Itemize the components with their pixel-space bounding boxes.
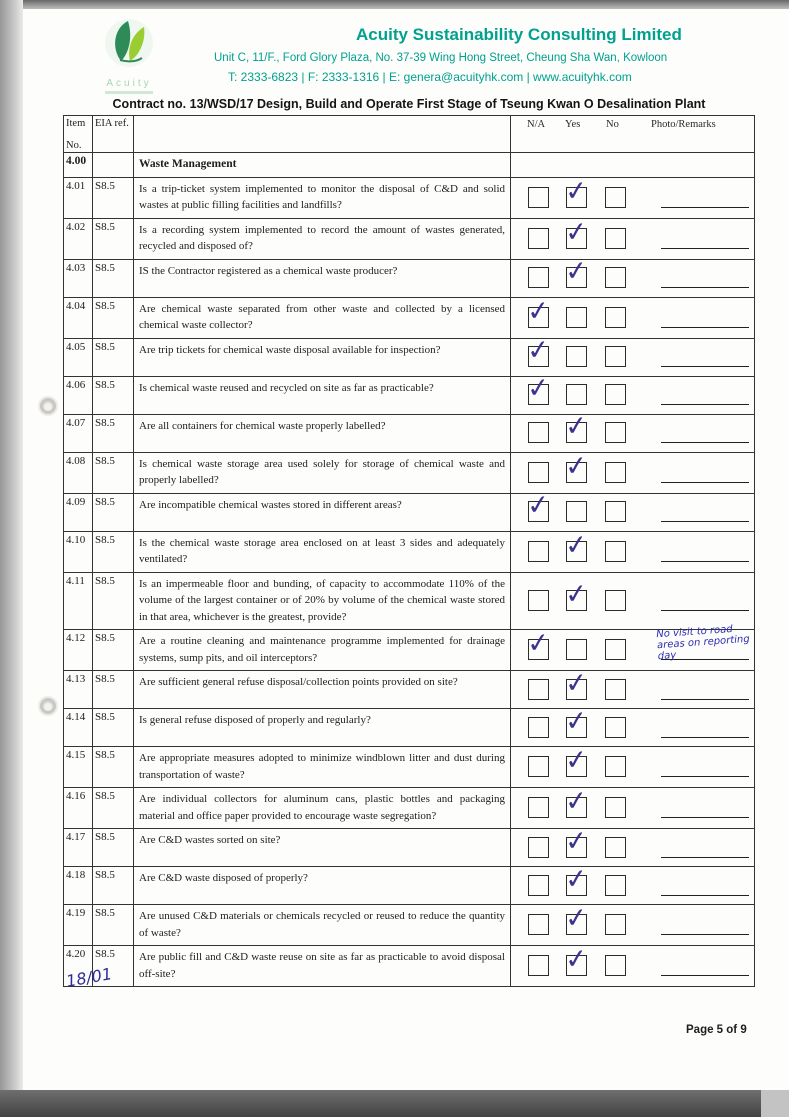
col-item-no-label: No. bbox=[66, 140, 82, 151]
table-row bbox=[64, 371, 754, 415]
checkbox-no bbox=[605, 422, 626, 443]
checkbox-no bbox=[605, 228, 626, 249]
question-text: Are public fill and C&D waste reuse on site as far as practicable to avoid disposal off-site? bbox=[134, 946, 511, 986]
checkbox-no bbox=[605, 346, 626, 367]
table-row bbox=[64, 528, 754, 573]
checkbox-na bbox=[525, 371, 552, 406]
checkbox-no bbox=[605, 639, 626, 660]
table-row bbox=[64, 215, 754, 260]
table-row bbox=[64, 784, 754, 829]
checkbox-na bbox=[528, 590, 549, 611]
answer-cell bbox=[511, 784, 756, 828]
checkmark-icon: ✓ bbox=[563, 577, 590, 611]
item-number: 4.01 bbox=[64, 178, 93, 218]
table-header-row bbox=[64, 116, 754, 153]
answer-cell bbox=[511, 174, 756, 218]
checkbox-yes bbox=[563, 215, 590, 249]
leaf-icon bbox=[100, 16, 158, 72]
answer-cell bbox=[511, 942, 756, 986]
answer-cell bbox=[511, 623, 756, 670]
section-title: Waste Management bbox=[134, 153, 511, 177]
checkmark-icon: ✓ bbox=[563, 449, 590, 483]
answer-cell bbox=[511, 743, 756, 787]
remarks-line bbox=[661, 442, 749, 443]
checkbox-no bbox=[605, 717, 626, 738]
eia-ref: S8.5 bbox=[93, 377, 134, 414]
checkbox-na bbox=[528, 717, 549, 738]
company-contact: T: 2333-6823 | F: 2333-1316 | E: genera@acuityhk.com | www.acuityhk.com bbox=[228, 70, 632, 84]
company-address: Unit C, 11/F., Ford Glory Plaza, No. 37-39 Wing Hong Street, Cheung Sha Wan, Kowloon bbox=[214, 52, 668, 64]
eia-ref: S8.5 bbox=[93, 905, 134, 945]
checkmark-icon: ✓ bbox=[563, 174, 590, 208]
answer-cell bbox=[511, 528, 756, 572]
question-text: Are sufficient general refuse disposal/collection points provided on site? bbox=[134, 671, 511, 708]
checkbox-na bbox=[528, 187, 549, 208]
answer-cell bbox=[511, 333, 756, 376]
section-row bbox=[64, 153, 754, 178]
question-text: Is a trip-ticket system implemented to monitor the disposal of C&D and solid wastes at public filling facilities and landfills? bbox=[134, 178, 511, 218]
eia-ref: S8.5 bbox=[93, 219, 134, 259]
remarks-line bbox=[661, 610, 749, 611]
col-header-item bbox=[64, 116, 93, 152]
checkmark-icon: ✓ bbox=[563, 528, 590, 562]
checkmark-icon: ✓ bbox=[563, 784, 590, 819]
answer-cell bbox=[511, 254, 756, 297]
eia-ref: S8.5 bbox=[93, 415, 134, 452]
col-header-answers bbox=[511, 116, 756, 152]
eia-ref: S8.5 bbox=[93, 867, 134, 904]
eia-ref: S8.5 bbox=[93, 946, 134, 986]
eia-ref: S8.5 bbox=[93, 747, 134, 787]
checkbox-na bbox=[525, 294, 552, 328]
question-text: Is a recording system implemented to record the amount of wastes generated, recycled and disposed of? bbox=[134, 219, 511, 259]
checkbox-na bbox=[525, 626, 552, 661]
checkmark-icon: ✓ bbox=[525, 626, 552, 661]
checkbox-yes bbox=[563, 528, 590, 562]
question-text: Is an impermeable floor and bunding, of capacity to accommodate 110% of the volume of the largest container or of 20% by volume of the chemical waste stored in that area, whichever is the greatest, provide? bbox=[134, 573, 511, 630]
remarks-line bbox=[661, 404, 749, 405]
checkbox-no bbox=[605, 590, 626, 611]
item-number: 4.10 bbox=[64, 532, 93, 572]
remarks-line bbox=[661, 482, 749, 483]
eia-ref: S8.5 bbox=[93, 453, 134, 493]
checkmark-icon: ✓ bbox=[563, 901, 590, 936]
answer-cell bbox=[511, 215, 756, 259]
table-row bbox=[64, 449, 754, 494]
remarks-line bbox=[661, 366, 749, 367]
checkbox-no bbox=[605, 384, 626, 405]
item-number: 4.14 bbox=[64, 709, 93, 746]
section-eia-cell bbox=[93, 153, 134, 177]
item-number: 4.12 bbox=[64, 630, 93, 670]
table-row bbox=[64, 174, 754, 219]
question-text: Is chemical waste storage area used solely for storage of chemical waste and properly labelled? bbox=[134, 453, 511, 493]
eia-ref: S8.5 bbox=[93, 788, 134, 828]
item-number: 4.05 bbox=[64, 339, 93, 376]
checkbox-yes bbox=[563, 254, 590, 289]
answer-cell bbox=[511, 862, 756, 904]
question-text: Is chemical waste reused and recycled on site as far as practicable? bbox=[134, 377, 511, 414]
item-number: 4.09 bbox=[64, 494, 93, 531]
item-number: 4.04 bbox=[64, 298, 93, 338]
item-number: 4.07 bbox=[64, 415, 93, 452]
checkmark-icon: ✓ bbox=[563, 215, 590, 249]
item-number: 4.17 bbox=[64, 829, 93, 866]
table-row bbox=[64, 294, 754, 339]
eia-ref: S8.5 bbox=[93, 671, 134, 708]
checkbox-no bbox=[605, 267, 626, 288]
checklist-table bbox=[63, 115, 755, 987]
question-text: Is general refuse disposed of properly and regularly? bbox=[134, 709, 511, 746]
handwritten-remark: No visit to road areas on reporting day bbox=[655, 623, 751, 663]
table-row bbox=[64, 743, 754, 788]
item-number: 4.19 bbox=[64, 905, 93, 945]
table-row bbox=[64, 942, 754, 986]
question-text: Are unused C&D materials or chemicals recycled or reused to reduce the quantity of waste? bbox=[134, 905, 511, 945]
table-row bbox=[64, 254, 754, 298]
checkbox-no bbox=[605, 462, 626, 483]
eia-ref: S8.5 bbox=[93, 260, 134, 297]
question-text: Are C&D wastes sorted on site? bbox=[134, 829, 511, 866]
answer-cell bbox=[511, 824, 756, 866]
remarks-line bbox=[661, 699, 749, 700]
col-eia-label: EIA ref. bbox=[95, 118, 129, 129]
checkbox-yes bbox=[563, 409, 590, 444]
remarks-line bbox=[661, 327, 749, 328]
logo-tagline bbox=[105, 91, 153, 94]
remarks-line bbox=[661, 975, 749, 976]
checkmark-icon: ✓ bbox=[525, 333, 552, 368]
eia-ref: S8.5 bbox=[93, 709, 134, 746]
eia-ref: S8.5 bbox=[93, 573, 134, 630]
checkbox-na bbox=[525, 333, 552, 368]
checkbox-yes bbox=[563, 824, 590, 858]
eia-ref: S8.5 bbox=[93, 829, 134, 866]
checkmark-icon: ✓ bbox=[563, 824, 590, 858]
remarks-line bbox=[661, 207, 749, 208]
scan-edge-top bbox=[0, 0, 789, 9]
answer-cell bbox=[511, 409, 756, 452]
remarks-line bbox=[661, 817, 749, 818]
checkbox-no bbox=[605, 756, 626, 777]
section-number: 4.00 bbox=[64, 153, 93, 177]
checkbox-na bbox=[525, 488, 552, 523]
table-row bbox=[64, 824, 754, 867]
checkbox-no bbox=[605, 679, 626, 700]
checkbox-yes bbox=[566, 501, 587, 522]
checkbox-na bbox=[528, 679, 549, 700]
answer-cell bbox=[511, 449, 756, 493]
item-number: 4.16 bbox=[64, 788, 93, 828]
checkbox-yes bbox=[563, 862, 590, 896]
eia-ref: S8.5 bbox=[93, 494, 134, 531]
checkmark-icon: ✓ bbox=[525, 371, 552, 406]
scan-edge-bottom bbox=[0, 1090, 761, 1117]
remarks-line bbox=[661, 248, 749, 249]
checkbox-na bbox=[528, 462, 549, 483]
checkmark-icon: ✓ bbox=[525, 488, 552, 523]
item-number: 4.13 bbox=[64, 671, 93, 708]
table-body bbox=[64, 174, 754, 987]
checkbox-no bbox=[605, 501, 626, 522]
remarks-line bbox=[661, 561, 749, 562]
question-text: Are chemical waste separated from other waste and collected by a licensed chemical waste collector? bbox=[134, 298, 511, 338]
checkbox-na bbox=[528, 756, 549, 777]
checkbox-yes bbox=[566, 639, 587, 660]
eia-ref: S8.5 bbox=[93, 298, 134, 338]
item-number: 4.06 bbox=[64, 377, 93, 414]
checkmark-icon: ✓ bbox=[563, 409, 590, 444]
checkbox-yes bbox=[563, 174, 590, 208]
col-yes-label: Yes bbox=[565, 119, 581, 130]
eia-ref: S8.5 bbox=[93, 178, 134, 218]
checkmark-icon: ✓ bbox=[525, 294, 552, 328]
checkbox-no bbox=[605, 797, 626, 818]
answer-cell bbox=[511, 704, 756, 746]
checkbox-no bbox=[605, 914, 626, 935]
contract-title: Contract no. 13/WSD/17 Design, Build and Operate First Stage of Tseung Kwan O Desalination Plant bbox=[112, 97, 706, 111]
question-text: Are a routine cleaning and maintenance programme implemented for drainage systems, sump pits, and oil interceptors? bbox=[134, 630, 511, 670]
checkbox-no bbox=[605, 875, 626, 896]
col-remarks-label: Photo/Remarks bbox=[651, 119, 716, 130]
checkmark-icon: ✓ bbox=[563, 862, 590, 896]
checkbox-yes bbox=[566, 346, 587, 367]
checkbox-na bbox=[528, 914, 549, 935]
question-text: Are incompatible chemical wastes stored in different areas? bbox=[134, 494, 511, 531]
remarks-line bbox=[661, 934, 749, 935]
question-text: Are trip tickets for chemical waste disposal available for inspection? bbox=[134, 339, 511, 376]
checkbox-yes bbox=[563, 449, 590, 483]
checkmark-icon: ✓ bbox=[563, 743, 590, 778]
checkmark-icon: ✓ bbox=[563, 704, 590, 738]
table-row bbox=[64, 862, 754, 905]
item-number: 4.11 bbox=[64, 573, 93, 630]
checkbox-no bbox=[605, 955, 626, 976]
page-number: Page 5 of 9 bbox=[686, 1024, 747, 1036]
checkbox-na bbox=[528, 267, 549, 288]
eia-ref: S8.5 bbox=[93, 532, 134, 572]
question-text: Is the chemical waste storage area enclosed on at least 3 sides and adequately ventilated? bbox=[134, 532, 511, 572]
question-text: Are appropriate measures adopted to minimize windblown litter and dust during transportation of waste? bbox=[134, 747, 511, 787]
answer-cell bbox=[511, 666, 756, 708]
checkbox-yes bbox=[563, 901, 590, 936]
checkbox-na bbox=[528, 541, 549, 562]
binder-hole-bottom bbox=[40, 698, 56, 714]
checkbox-no bbox=[605, 541, 626, 562]
table-row bbox=[64, 573, 754, 631]
remarks-line bbox=[661, 895, 749, 896]
eia-ref: S8.5 bbox=[93, 630, 134, 670]
checkmark-icon: ✓ bbox=[563, 666, 590, 700]
checkbox-yes bbox=[563, 942, 590, 977]
scan-edge-bottom-right bbox=[761, 1090, 789, 1117]
col-no-label: No bbox=[606, 119, 619, 130]
table-row bbox=[64, 623, 754, 671]
checkbox-no bbox=[605, 307, 626, 328]
col-na-label: N/A bbox=[527, 119, 546, 130]
item-number: 4.02 bbox=[64, 219, 93, 259]
item-number: 4.18 bbox=[64, 867, 93, 904]
table-row bbox=[64, 704, 754, 747]
remarks-line bbox=[661, 857, 749, 858]
company-logo bbox=[96, 16, 162, 94]
table-row bbox=[64, 333, 754, 377]
question-text: Are all containers for chemical waste properly labelled? bbox=[134, 415, 511, 452]
col-header-eia bbox=[93, 116, 134, 152]
checkbox-na bbox=[528, 228, 549, 249]
table-row bbox=[64, 409, 754, 453]
company-name: Acuity Sustainability Consulting Limited bbox=[356, 25, 682, 44]
checkbox-no bbox=[605, 187, 626, 208]
checkbox-yes bbox=[563, 704, 590, 738]
checkbox-na bbox=[528, 837, 549, 858]
col-item-label: Item bbox=[66, 118, 86, 129]
remarks-line bbox=[661, 521, 749, 522]
remarks-line bbox=[661, 737, 749, 738]
section-answer-cell bbox=[511, 153, 756, 177]
checkbox-yes bbox=[563, 784, 590, 819]
checkbox-yes bbox=[566, 384, 587, 405]
binder-hole-top bbox=[40, 398, 56, 414]
remarks-line bbox=[661, 287, 749, 288]
question-text: Are C&D waste disposed of properly? bbox=[134, 867, 511, 904]
answer-cell bbox=[511, 488, 756, 531]
question-text: Are individual collectors for aluminum cans, plastic bottles and packaging material and office paper provided to encourage waste segregation? bbox=[134, 788, 511, 828]
table-row bbox=[64, 488, 754, 532]
table-row bbox=[64, 666, 754, 709]
checkmark-icon: ✓ bbox=[563, 942, 590, 977]
answer-cell bbox=[511, 573, 756, 630]
answer-cell bbox=[511, 294, 756, 338]
checkbox-na bbox=[528, 875, 549, 896]
checkbox-yes bbox=[563, 666, 590, 700]
answer-cell bbox=[511, 371, 756, 414]
question-text: IS the Contractor registered as a chemical waste producer? bbox=[134, 260, 511, 297]
checkbox-no bbox=[605, 837, 626, 858]
remarks-line bbox=[661, 776, 749, 777]
col-header-question bbox=[134, 116, 511, 152]
checkbox-yes bbox=[563, 577, 590, 611]
eia-ref: S8.5 bbox=[93, 339, 134, 376]
item-number: 4.20 bbox=[64, 946, 93, 986]
item-number: 4.08 bbox=[64, 453, 93, 493]
checkbox-yes bbox=[566, 307, 587, 328]
item-number: 4.03 bbox=[64, 260, 93, 297]
checkbox-yes bbox=[563, 743, 590, 778]
scan-edge-left bbox=[0, 0, 23, 1117]
checkmark-icon: ✓ bbox=[563, 254, 590, 289]
item-number: 4.15 bbox=[64, 747, 93, 787]
table-row bbox=[64, 901, 754, 946]
checkbox-na bbox=[528, 955, 549, 976]
checkbox-na bbox=[528, 797, 549, 818]
logo-wordmark: Acuity bbox=[106, 78, 152, 89]
checkbox-na bbox=[528, 422, 549, 443]
answer-cell bbox=[511, 901, 756, 945]
handwritten-initials: 18/01 bbox=[64, 964, 114, 991]
